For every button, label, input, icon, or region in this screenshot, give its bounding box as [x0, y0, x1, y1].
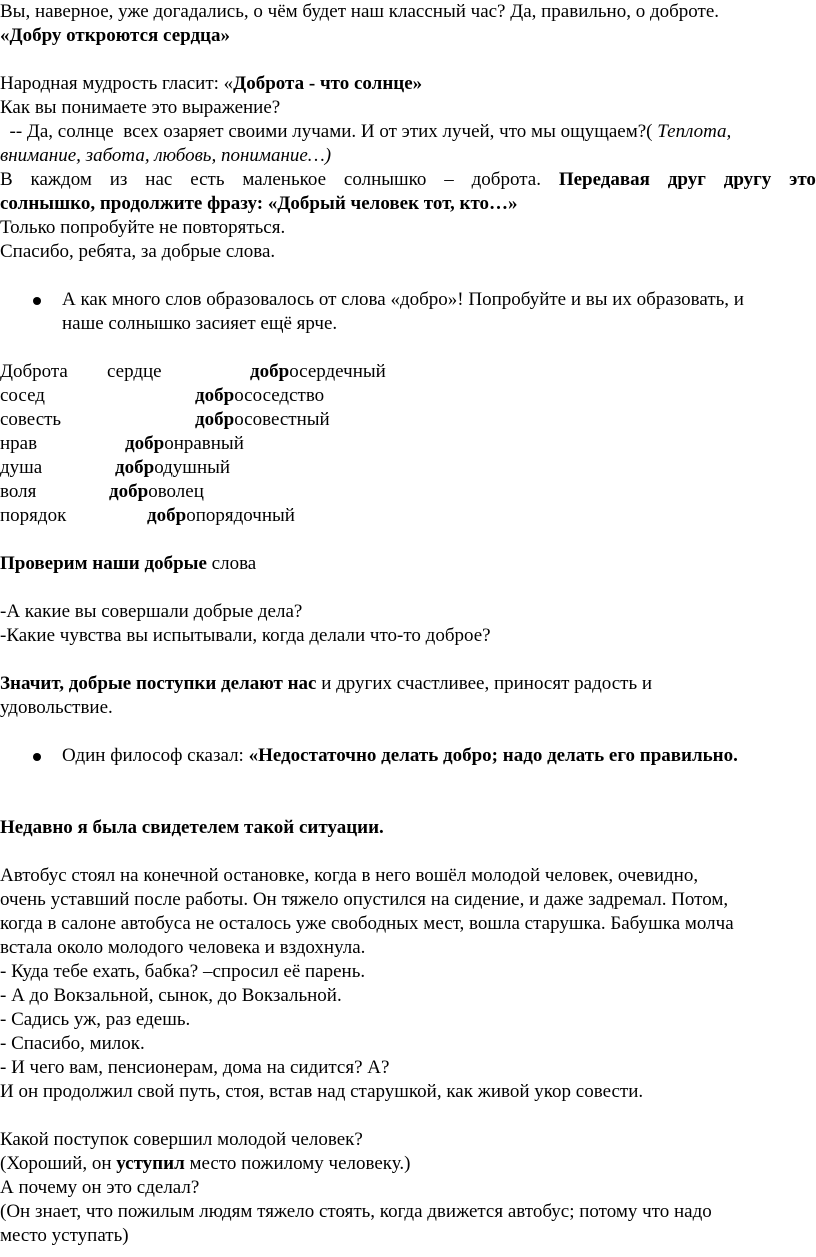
dialog-line: - А до Вокзальной, сынок, до Вокзальной.	[0, 985, 342, 1006]
discussion-answer-2-cont: место уступать)	[0, 1225, 129, 1246]
question-1: -А какие вы совершали добрые дела?	[0, 601, 303, 622]
pass-word: друг	[667, 169, 706, 190]
sun-word: солнышко	[343, 169, 427, 190]
derived-prefix: добр	[195, 385, 235, 406]
wisdom-quote: Доброта - что солнце»	[233, 73, 423, 94]
derived-prefix: добр	[147, 505, 187, 526]
sun-word: доброта.	[471, 169, 541, 190]
answer1-bold: уступил	[116, 1153, 185, 1174]
derived-prefix: добр	[125, 433, 165, 454]
derived-word	[147, 504, 295, 528]
derived-rest: оволец	[148, 481, 204, 502]
wisdom-prefix: Народная мудрость гласит: «	[0, 73, 234, 94]
bullet1-line2: наше солнышко засияет ещё ярче.	[62, 313, 338, 334]
sun-word: нас	[145, 169, 173, 190]
derived-prefix: добр	[115, 457, 155, 478]
sun-word: есть	[190, 169, 225, 190]
base-word: порядок	[0, 505, 67, 526]
dialog-line: - И чего вам, пенсионерам, дома на сидится? А?	[0, 1057, 390, 1078]
base-word-2: сердце	[107, 361, 162, 382]
conclusion-line	[0, 672, 652, 696]
bullet1-line1: А как много слов образовалось от слова «добро»! Попробуйте и вы их образовать, и	[62, 289, 744, 310]
story-ending: И он продолжил свой путь, стоя, встав над старушкой, как живой укор совести.	[0, 1081, 644, 1102]
pass-word: Передавая	[558, 169, 650, 190]
intro-line: Вы, наверное, уже догадались, о чём будет наш классный час? Да, правильно, о доброте.	[0, 1, 720, 22]
pass-word: это	[789, 169, 816, 190]
check-heading	[0, 552, 256, 576]
thanks-line: Спасибо, ребята, за добрые слова.	[0, 241, 276, 262]
story-line: Автобус стоял на конечной остановке, когда в него вошёл молодой человек, очевидно,	[0, 865, 699, 886]
story-line: очень уставший после работы. Он тяжело опустился на сидение, и даже задремал. Потом,	[0, 889, 729, 910]
conclusion-bold: Значит, добрые поступки делают нас	[0, 673, 317, 694]
conclusion-plain: и других счастливее, приносят радость и	[316, 673, 653, 694]
lesson-title: «Добру откроются сердца»	[0, 25, 231, 46]
sun-word: В	[0, 169, 13, 190]
wisdom-answer-italic: Теплота,	[657, 121, 732, 142]
base-word: Доброта	[0, 361, 68, 382]
derived-word	[195, 408, 330, 432]
story-line: встала около молодого человека и вздохнула.	[0, 937, 366, 958]
check-plain: слова	[206, 553, 257, 574]
base-word: совесть	[0, 409, 62, 430]
derived-prefix: добр	[195, 409, 235, 430]
base-word: сосед	[0, 385, 45, 406]
sun-word: –	[444, 169, 454, 190]
derived-prefix: добр	[250, 361, 290, 382]
wisdom-answer-italic-line: внимание, забота, любовь, понимание…)	[0, 145, 332, 166]
discussion-question-2: А почему он это сделал?	[0, 1177, 200, 1198]
wisdom-question: Как вы понимаете это выражение?	[0, 97, 281, 118]
derived-word	[115, 456, 230, 480]
bullet2-plain: Один философ сказал:	[62, 745, 249, 766]
base-word: нрав	[0, 433, 38, 454]
bullet-icon	[33, 297, 41, 305]
sun-line	[0, 168, 816, 192]
derived-prefix: добр	[109, 481, 149, 502]
sun-word: маленькое	[242, 169, 327, 190]
discussion-question-1: Какой поступок совершил молодой человек?	[0, 1129, 363, 1150]
dialog-line: - Куда тебе ехать, бабка? –спросил её парень.	[0, 961, 366, 982]
question-2: -Какие чувства вы испытывали, когда делали что-то доброе?	[0, 625, 491, 646]
derived-word	[109, 480, 204, 504]
wisdom-answer-text: -- Да, солнце всех озаряет своими лучами. И от этих лучей, что мы ощущаем?(	[0, 121, 658, 142]
dialog-line: - Садись уж, раз едешь.	[0, 1009, 191, 1030]
derived-rest: ососедство	[234, 385, 325, 406]
conclusion-line2: удовольствие.	[0, 697, 113, 718]
answer1-post: место пожилому человеку.)	[184, 1153, 411, 1174]
wisdom-answer	[0, 120, 731, 144]
story-line: когда в салоне автобуса не осталось уже свободных мест, вошла старушка. Бабушка молча	[0, 913, 734, 934]
derived-word	[195, 384, 324, 408]
check-bold: Проверим наши добрые	[0, 553, 207, 574]
derived-word	[250, 360, 386, 384]
derived-word	[125, 432, 244, 456]
dialog-line: - Спасибо, милок.	[0, 1033, 145, 1054]
pass-word: другу	[723, 169, 772, 190]
pass-instruction: солнышко, продолжите фразу: «Добрый человек тот, кто…»	[0, 193, 518, 214]
discussion-answer-1	[0, 1152, 410, 1176]
derived-rest: осовестный	[234, 409, 330, 430]
bullet2-line	[62, 744, 738, 768]
derived-rest: одушный	[154, 457, 231, 478]
no-repeat-line: Только попробуйте не повторяться.	[0, 217, 286, 238]
wisdom-line	[0, 72, 422, 96]
bullet2-quote: «Недостаточно делать добро; надо делать его правильно.	[248, 745, 738, 766]
situation-heading: Недавно я была свидетелем такой ситуации.	[0, 817, 384, 838]
derived-rest: осердечный	[289, 361, 386, 382]
base-word: душа	[0, 457, 43, 478]
answer1-pre: (Хороший, он	[0, 1153, 117, 1174]
derived-rest: опорядочный	[186, 505, 295, 526]
sun-word: каждом	[30, 169, 92, 190]
derived-rest: онравный	[164, 433, 244, 454]
base-word: воля	[0, 481, 37, 502]
discussion-answer-2: (Он знает, что пожилым людям тяжело стоять, когда движется автобус; потому что надо	[0, 1201, 712, 1222]
sun-word: из	[109, 169, 128, 190]
bullet-icon	[33, 753, 41, 761]
